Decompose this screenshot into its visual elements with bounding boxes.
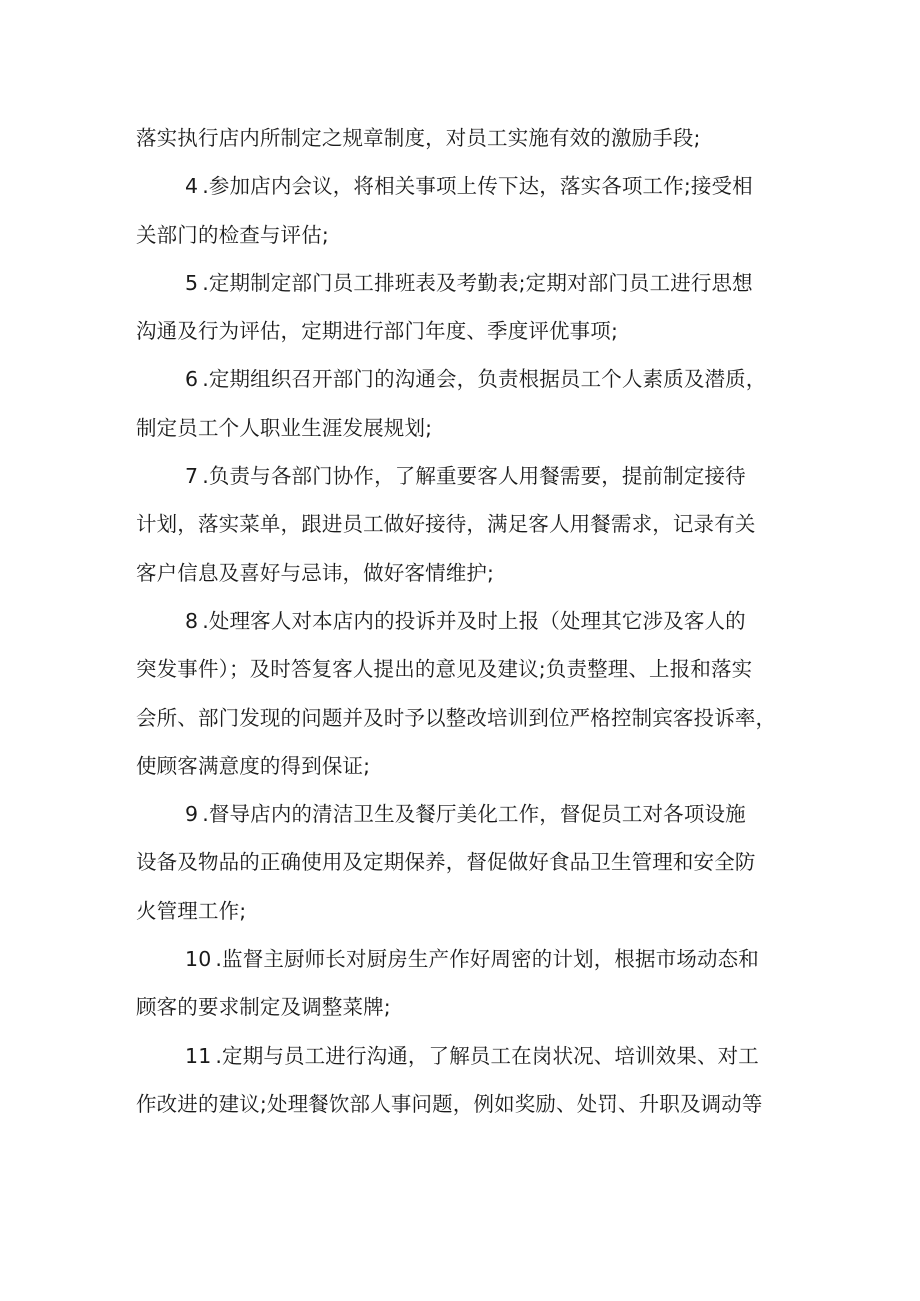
text-line: 设备及物品的正确使用及定期保养，督促做好食品卫生管理和安全防 — [136, 850, 756, 875]
list-item-6: 6 .定期组织召开部门的沟通会，负责根据员工个人素质及潜质， — [136, 355, 788, 403]
item-number: 5 — [185, 270, 199, 295]
text-line: 关部门的检查与评估; — [136, 222, 329, 247]
text-line: 会所、部门发现的问题并及时予以整改培训到位严格控制宾客投诉率， — [136, 705, 777, 730]
text-line: 火管理工作; — [136, 898, 247, 923]
text-line: 作改进的建议;处理餐饮部人事问题，例如奖励、处罚、升职及调动等 — [136, 1091, 763, 1116]
document-body — [136, 114, 788, 1128]
text-line: 客户信息及喜好与忌讳，做好客情维护; — [136, 560, 495, 585]
list-item-4: 4 .参加店内会议，将相关事项上传下达，落实各项工作;接受相 — [136, 162, 788, 210]
text-line: 制定员工个人职业生涯发展规划; — [136, 415, 433, 440]
text-line: 沟通及行为评估，定期进行部门年度、季度评优事项; — [136, 319, 619, 344]
item-number: 9 — [185, 802, 199, 827]
item-number: 11 — [185, 1043, 212, 1068]
item-number: 8 — [185, 608, 199, 633]
item-number: 4 — [185, 174, 199, 199]
list-item-10: 10 .监督主厨师长对厨房生产作好周密的计划，根据市场动态和 — [136, 935, 788, 983]
item-number: 6 — [185, 367, 199, 392]
text-line: 使顾客满意度的得到保证; — [136, 753, 371, 778]
text-line: 落实执行店内所制定之规章制度，对员工实施有效的激励手段; — [136, 126, 701, 150]
item-number: 10 — [185, 947, 212, 972]
text-line: 顾客的要求制定及调整菜牌; — [136, 995, 391, 1020]
list-item-11: 11 .定期与员工进行沟通，了解员工在岗状况、培训效果、对工 — [136, 1032, 788, 1080]
list-item-8: 8 .处理客人对本店内的投诉并及时上报（处理其它涉及客人的 — [136, 597, 788, 645]
list-item-7: 7 .负责与各部门协作，了解重要客人用餐需要，提前制定接待 — [136, 452, 788, 500]
list-item-9: 9 .督导店内的清洁卫生及餐厅美化工作，督促员工对各项设施 — [136, 790, 788, 838]
item-number: 7 — [185, 464, 199, 489]
text-line: 计划，落实菜单，跟进员工做好接待，满足客人用餐需求，记录有关 — [136, 512, 756, 537]
list-item-5: 5 .定期制定部门员工排班表及考勤表;定期对部门员工进行思想 — [136, 259, 788, 307]
text-line: 突发事件）；及时答复客人提出的意见及建议;负责整理、上报和落实 — [136, 657, 753, 682]
